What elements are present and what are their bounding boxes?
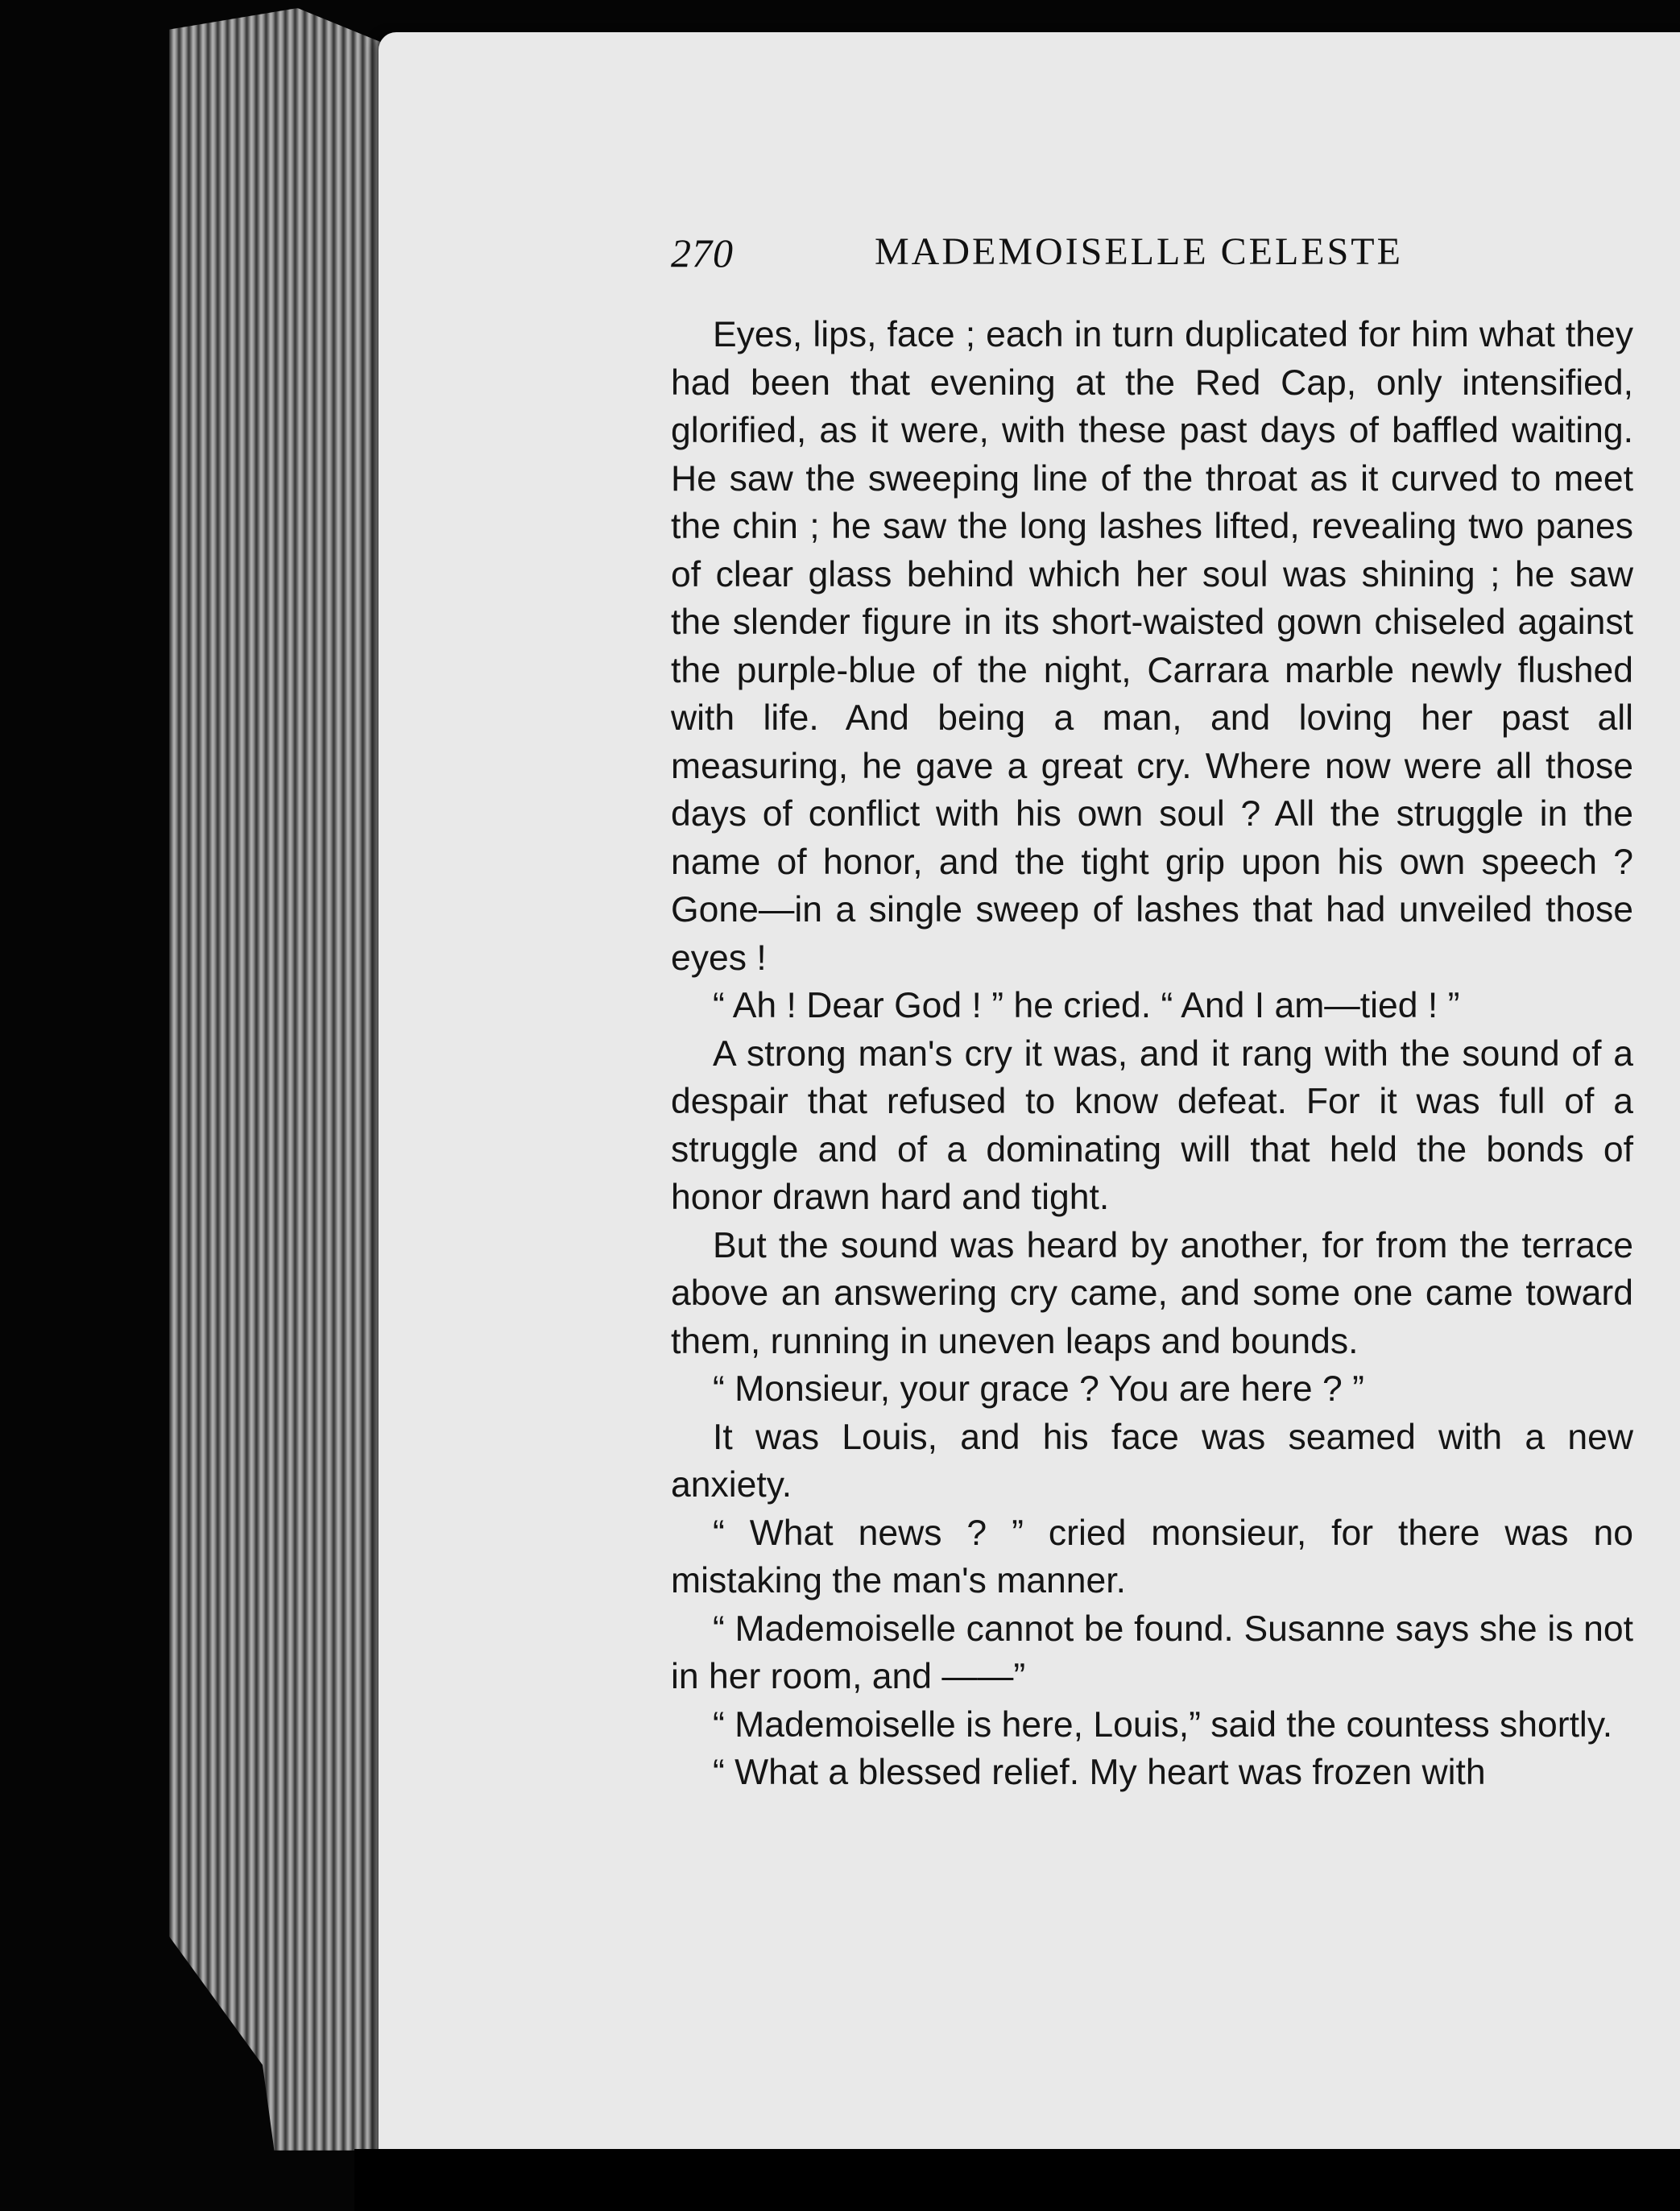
- body-text: [671, 311, 1633, 1797]
- paragraph: But the sound was heard by another, for from the terrace above an answering cry came, and some one came toward them, running in uneven leaps and bounds.: [671, 1225, 1633, 1361]
- running-title: MADEMOISELLE CELESTE: [875, 230, 1403, 273]
- paragraph: “ What news ? ” cried monsieur, for there was no mistaking the man's manner.: [671, 1513, 1633, 1600]
- paragraph: “ Ah ! Dear God ! ” he cried. “ And I am—tied ! ”: [713, 986, 1460, 1025]
- paragraph: “ What a blessed relief. My heart was frozen with: [713, 1753, 1486, 1792]
- page-number: 270: [671, 230, 734, 275]
- running-head: [671, 230, 1633, 286]
- paragraph: A strong man's cry it was, and it rang with the sound of a despair that refused to know defeat. For it was full of a struggle and of a dominating will that held the bonds of honor drawn hard and tight.: [671, 1033, 1633, 1217]
- paragraph: “ Mademoiselle is here, Louis,” said the countess shortly.: [713, 1704, 1613, 1745]
- book-page-edges: [169, 8, 403, 2151]
- paragraph: “ Monsieur, your grace ? You are here ? ”: [713, 1369, 1364, 1409]
- paragraph: “ Mademoiselle cannot be found. Susanne says she is not in her room, and ——”: [671, 1609, 1633, 1696]
- paragraph: It was Louis, and his face was seamed with a new anxiety.: [671, 1417, 1633, 1505]
- page-bottom-shadow: [354, 2149, 1680, 2211]
- paragraph: Eyes, lips, face ; each in turn duplicated for him what they had been that evening at the Red Cap, only intensified, glorified, as it were, with these past days of baffled waiting. He saw the sweeping line of the throat as it curved to meet the chin ; he saw the long lashes lifted, revealing two panes of clear glass behind which her soul was shining ; he saw the slender figure in its short-waisted gown chiseled against the purple-blue of the night, Carrara marble newly flushed with life. And being a man, and loving her past all measuring, he gave a great cry. Where now were all those days of conflict with his own soul ? All the struggle in the name of honor, and the tight grip upon his own speech ? Gone—in a single sweep of lashes that had unveiled those eyes !: [671, 315, 1633, 978]
